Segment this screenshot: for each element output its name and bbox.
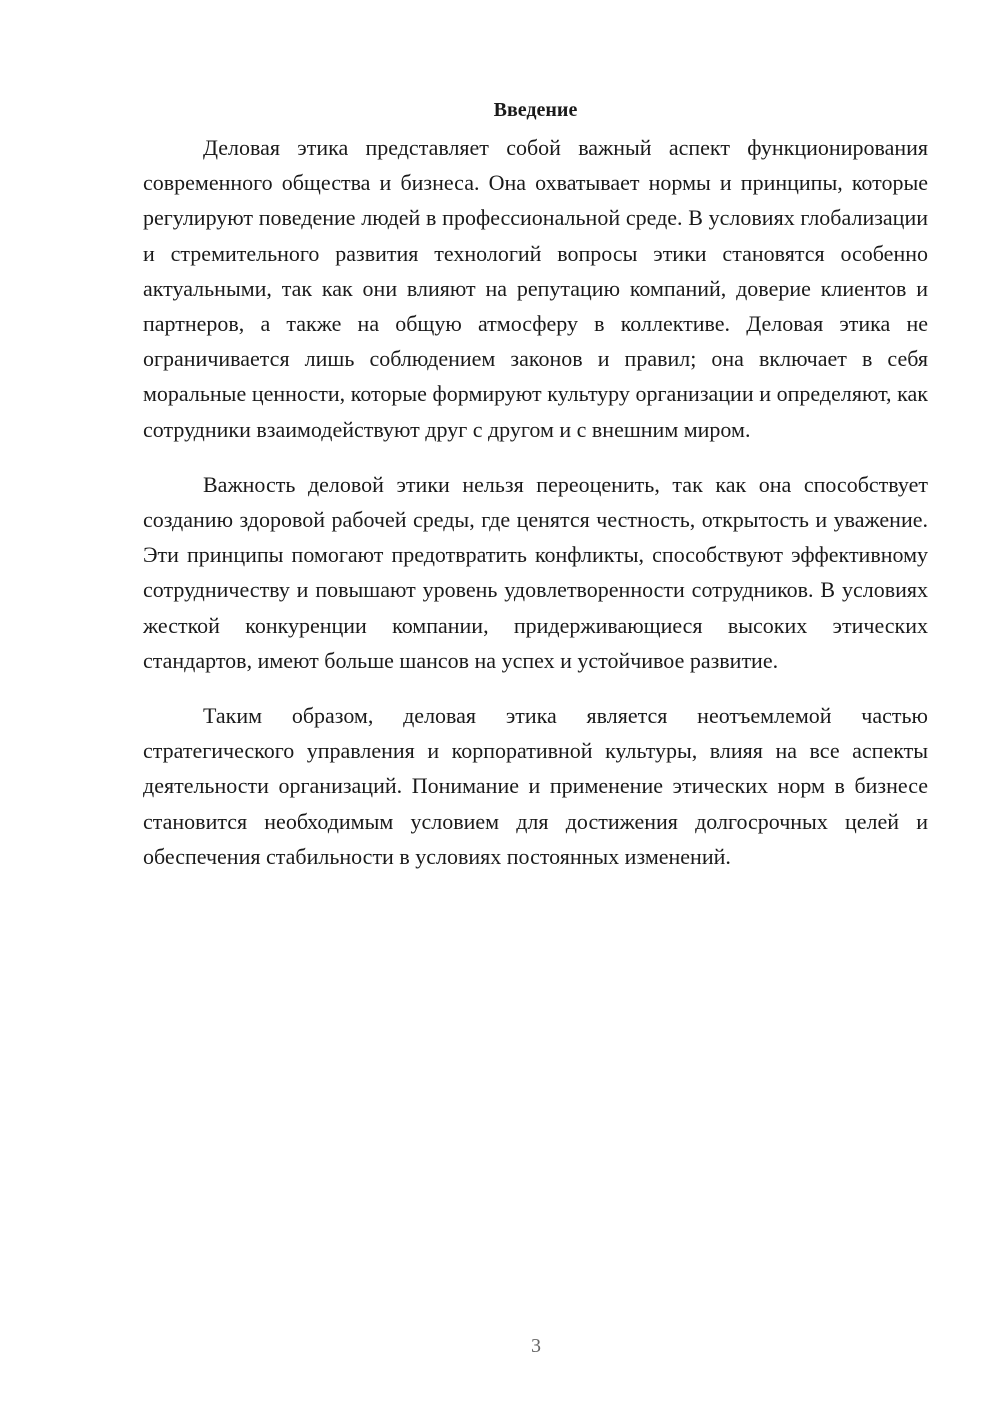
- section-heading: Введение: [493, 99, 578, 121]
- page-number: 3: [531, 1335, 541, 1357]
- paragraph-2: Важность деловой этики нельзя переоценить, так как она способствует созданию здоровой рабочей среды, где ценятся честность, открытость и уважение. Эти принципы помогают предотвратить конфликты, способствуют эффективному сотрудничеству и повышают уровень удовлетворенности сотрудников. В условиях жесткой конкуренции компании, придерживающиеся высоких этических стандартов, имеют больше шансов на успех и устойчивое развитие.: [143, 471, 928, 673]
- paragraph-3: Таким образом, деловая этика является неотъемлемой частью стратегического управления и корпоративной культуры, влияя на все аспекты деятельности организаций. Понимание и применение этических норм в бизнесе становится необходимым условием для достижения долгосрочных целей и обеспечения стабильности в условиях постоянных изменений.: [143, 703, 928, 869]
- document-body: [143, 92, 928, 894]
- paragraph-1: Деловая этика представляет собой важный аспект функционирования современного общества и бизнеса. Она охватывает нормы и принципы, которые регулируют поведение людей в профессиональной среде. В условиях глобализации и стремительного развития технологий вопросы этики становятся особенно актуальными, так как они влияют на репутацию компаний, доверие клиентов и партнеров, а также на общую атмосферу в коллективе. Деловая этика не ограничивается лишь соблюдением законов и правил; она включает в себя моральные ценности, которые формируют культуру организации и определяют, как сотрудники взаимодействуют друг с другом и с внешним миром.: [143, 135, 928, 442]
